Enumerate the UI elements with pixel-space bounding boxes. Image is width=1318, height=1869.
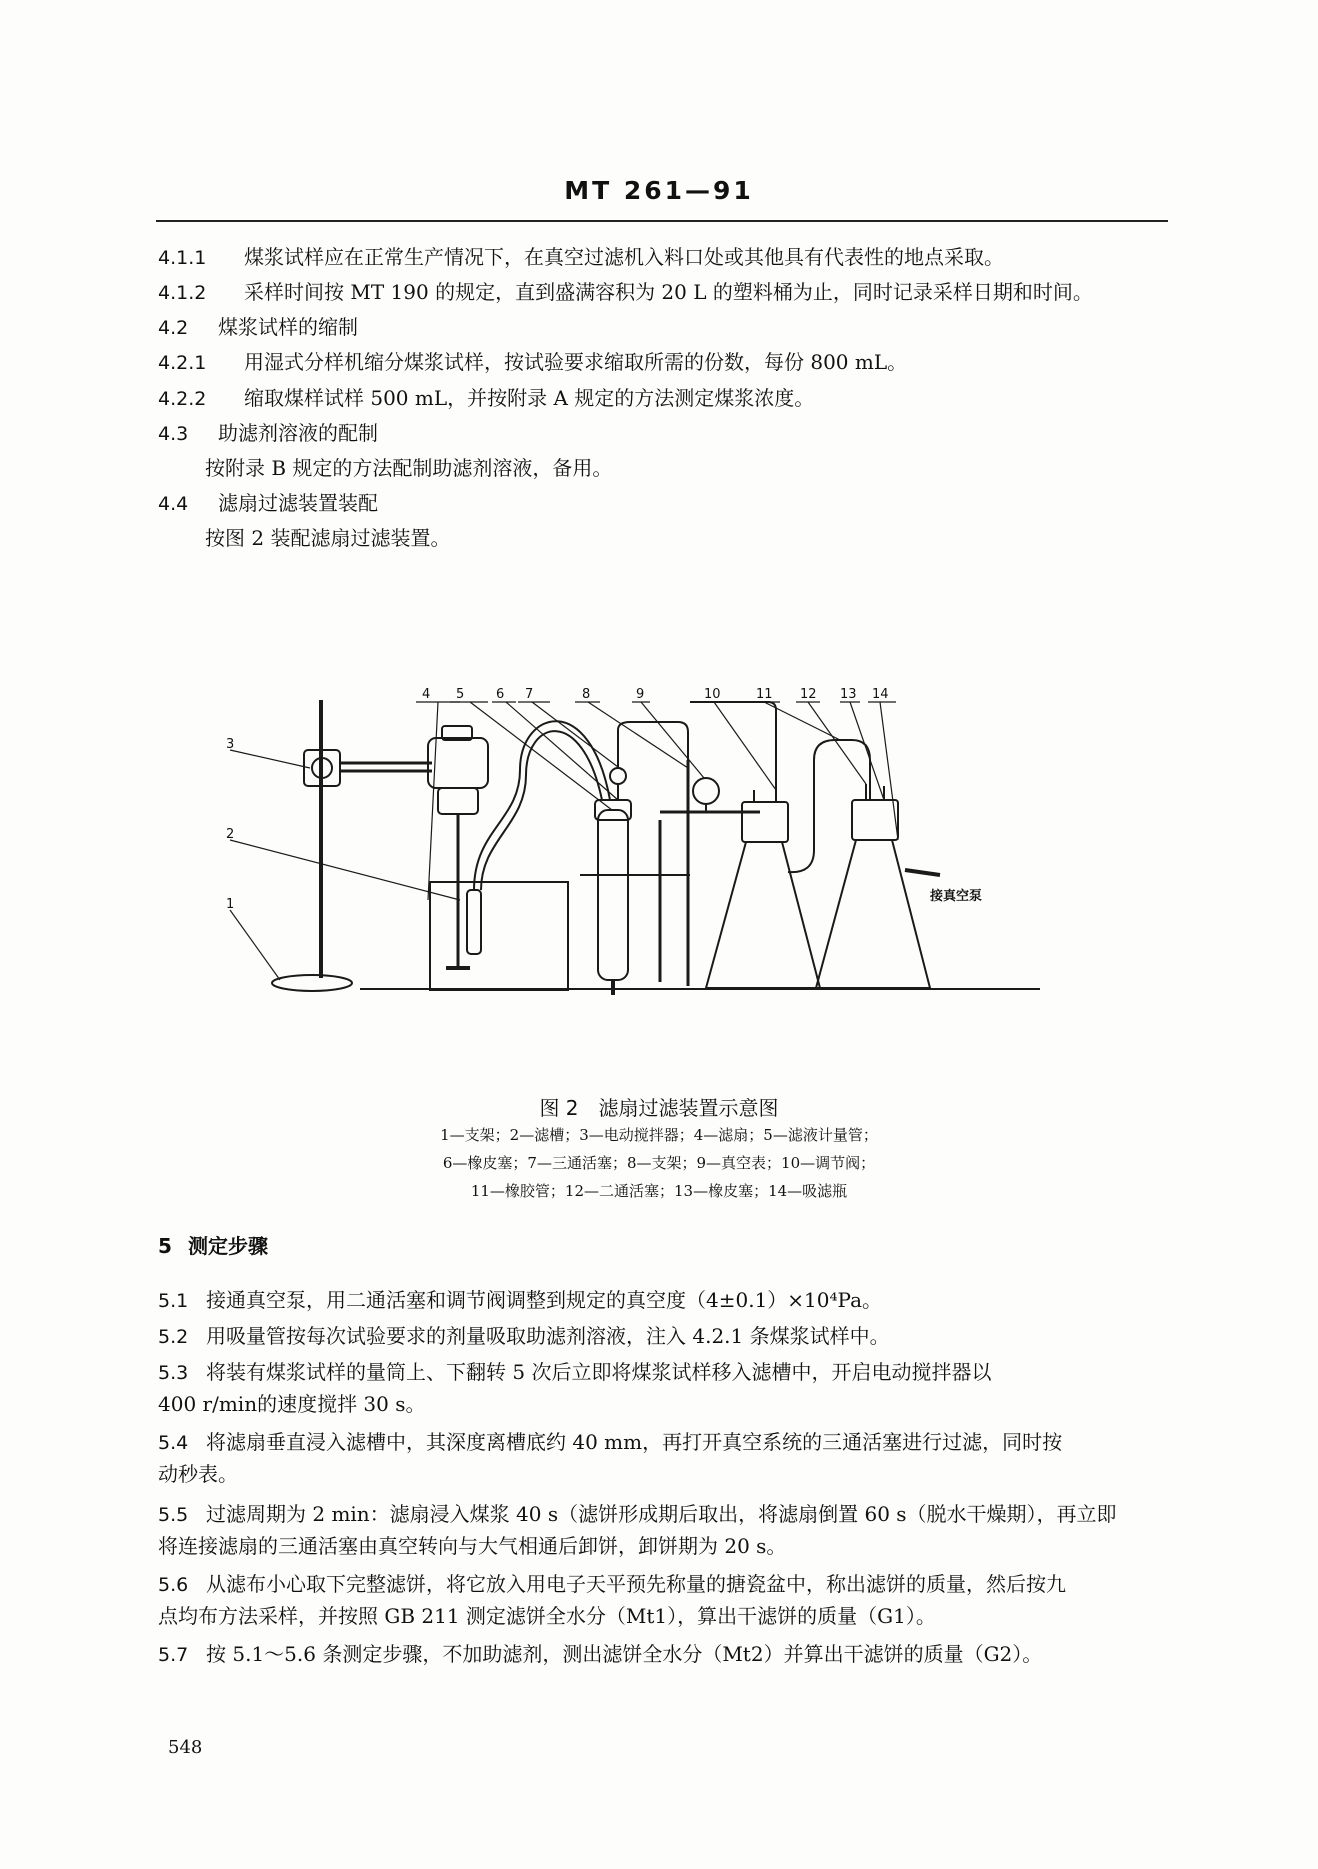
figure-legend-line-3: 11—橡胶管；12—二通活塞；13—橡皮塞；14—吸滤瓶 bbox=[470, 1182, 848, 1200]
step-5-1 bbox=[158, 1286, 882, 1315]
rubber-tube bbox=[788, 740, 870, 872]
step-text: 用吸量管按每次试验要求的剂量吸取助滤剂溶液，注入 4.2.1 条煤浆试样中。 bbox=[206, 1324, 890, 1348]
figure-label-9: 9 bbox=[636, 687, 645, 702]
filter-tank bbox=[430, 882, 568, 990]
clause-number: 4.1.2 bbox=[158, 282, 207, 304]
step-5-5-continued: 将连接滤扇的三通活塞由真空转向与大气相通后卸饼，卸饼期为 20 s。 bbox=[158, 1534, 787, 1558]
clause-4-2-2 bbox=[158, 384, 814, 413]
figure-label-7: 7 bbox=[525, 687, 534, 702]
figure-label-6: 6 bbox=[496, 687, 505, 702]
clause-4-1-1 bbox=[158, 243, 1004, 272]
vacuum-gauge bbox=[693, 778, 719, 804]
filter-fan bbox=[467, 890, 481, 954]
step-number: 5.7 bbox=[158, 1644, 189, 1666]
clause-4-4-body bbox=[205, 524, 450, 552]
clause-4-2 bbox=[158, 313, 358, 342]
step-5-6-continued: 点均布方法采样，并按照 GB 211 测定滤饼全水分（Mt1），算出干滤饼的质量（G1）。 bbox=[158, 1604, 936, 1628]
section-number: 5 bbox=[158, 1234, 172, 1258]
clause-text: 采样时间按 MT 190 的规定，直到盛满容积为 20 L 的塑料桶为止，同时记录采样日期和时间。 bbox=[244, 280, 1093, 304]
figure-label-12: 12 bbox=[800, 687, 817, 702]
clause-text: 煤浆试样应在正常生产情况下，在真空过滤机入料口处或其他具有代表性的地点采取。 bbox=[244, 245, 1004, 269]
figure-label-2: 2 bbox=[226, 827, 235, 842]
step-text: 从滤布小心取下完整滤饼，将它放入用电子天平预先称量的搪瓷盆中，称出滤饼的质量，然后按九 bbox=[206, 1572, 1066, 1596]
step-5-2 bbox=[158, 1322, 890, 1351]
step-5-7 bbox=[158, 1640, 1042, 1669]
clause-text: 缩取煤样试样 500 mL，并按附录 A 规定的方法测定煤浆浓度。 bbox=[244, 386, 815, 410]
step-5-5 bbox=[158, 1500, 1117, 1529]
figure-label-8: 8 bbox=[582, 687, 591, 702]
figure-label-14: 14 bbox=[872, 687, 889, 702]
step-text: 将滤扇垂直浸入滤槽中，其深度离槽底约 40 mm，再打开真空系统的三通活塞进行过滤，同时按 bbox=[206, 1430, 1063, 1454]
figure-caption: 图 2 滤扇过滤装置示意图 bbox=[539, 1096, 779, 1120]
step-number: 5.6 bbox=[158, 1574, 189, 1596]
clause-number: 4.2.2 bbox=[158, 388, 207, 410]
step-number: 5.3 bbox=[158, 1362, 189, 1384]
electric-stirrer bbox=[428, 738, 488, 788]
step-5-4-continued: 动秒表。 bbox=[158, 1462, 238, 1486]
clause-4-1-2 bbox=[158, 278, 1093, 307]
clause-4-4 bbox=[158, 489, 378, 518]
clause-text: 煤浆试样的缩制 bbox=[218, 315, 358, 339]
metering-tube bbox=[598, 810, 628, 980]
clause-number: 4.2.1 bbox=[158, 352, 207, 374]
step-5-6 bbox=[158, 1570, 1066, 1599]
step-number: 5.2 bbox=[158, 1326, 189, 1348]
clause-4-3-body bbox=[205, 454, 612, 482]
figure-legend-line-1: 1—支架；2—滤槽；3—电动搅拌器；4—滤扇；5—滤液计量管； bbox=[440, 1126, 878, 1144]
stand-base bbox=[272, 975, 352, 991]
suction-flask-1 bbox=[706, 842, 820, 988]
regulating-valve bbox=[742, 802, 788, 842]
step-number: 5.4 bbox=[158, 1432, 189, 1454]
clause-number: 4.2 bbox=[158, 317, 189, 339]
header-rule bbox=[156, 220, 1168, 222]
step-text: 将装有煤浆试样的量筒上、下翻转 5 次后立即将煤浆试样移入滤槽中，开启电动搅拌器以 bbox=[206, 1360, 992, 1384]
clause-text: 助滤剂溶液的配制 bbox=[218, 421, 378, 445]
clause-4-2-1 bbox=[158, 348, 907, 377]
figure-legend-line-2: 6—橡皮塞；7—三通活塞；8—支架；9—真空表；10—调节阀； bbox=[442, 1154, 876, 1172]
figure-label-10: 10 bbox=[704, 687, 721, 702]
step-5-4 bbox=[158, 1428, 1062, 1457]
step-5-3 bbox=[158, 1358, 991, 1387]
step-text: 按 5.1～5.6 条测定步骤，不加助滤剂，测出滤饼全水分（Mt2）并算出干滤饼的质量（G2）。 bbox=[206, 1642, 1043, 1666]
step-text: 接通真空泵，用二通活塞和调节阀调整到规定的真空度（4±0.1）×10⁴Pa。 bbox=[206, 1288, 882, 1312]
figure-label-5: 5 bbox=[456, 687, 465, 702]
section-title: 测定步骤 bbox=[188, 1234, 268, 1258]
clause-text: 用湿式分样机缩分煤浆试样，按试验要求缩取所需的份数，每份 800 mL。 bbox=[244, 350, 908, 374]
section-5-heading bbox=[158, 1232, 268, 1260]
clause-number: 4.1.1 bbox=[158, 247, 207, 269]
clause-text: 按图 2 装配滤扇过滤装置。 bbox=[205, 526, 451, 550]
step-number: 5.5 bbox=[158, 1504, 189, 1526]
figure-label-1: 1 bbox=[226, 897, 235, 912]
figure-label-11: 11 bbox=[756, 687, 773, 702]
vacuum-pump-label: 接真空泵 bbox=[930, 889, 983, 904]
step-number: 5.1 bbox=[158, 1290, 189, 1312]
clause-number: 4.3 bbox=[158, 423, 189, 445]
step-5-3-continued: 400 r/min的速度搅拌 30 s。 bbox=[158, 1392, 426, 1416]
clause-number: 4.4 bbox=[158, 493, 189, 515]
clause-4-3 bbox=[158, 419, 378, 448]
figure-label-3: 3 bbox=[226, 737, 235, 752]
three-way-valve bbox=[610, 768, 626, 784]
clause-text: 滤扇过滤装置装配 bbox=[218, 491, 378, 515]
step-text: 过滤周期为 2 min：滤扇浸入煤浆 40 s（滤饼形成期后取出，将滤扇倒置 60 s（脱水干燥期），再立即 bbox=[206, 1502, 1117, 1526]
suction-flask-2 bbox=[816, 840, 930, 988]
clause-text: 按附录 B 规定的方法配制助滤剂溶液，备用。 bbox=[205, 456, 613, 480]
document-code-header: MT 261—91 bbox=[564, 176, 754, 205]
filter-apparatus-diagram bbox=[220, 650, 1100, 1010]
page-number: 548 bbox=[168, 1737, 203, 1758]
rubber-stopper bbox=[852, 800, 898, 840]
figure-label-4: 4 bbox=[422, 687, 431, 702]
figure-label-13: 13 bbox=[840, 687, 857, 702]
